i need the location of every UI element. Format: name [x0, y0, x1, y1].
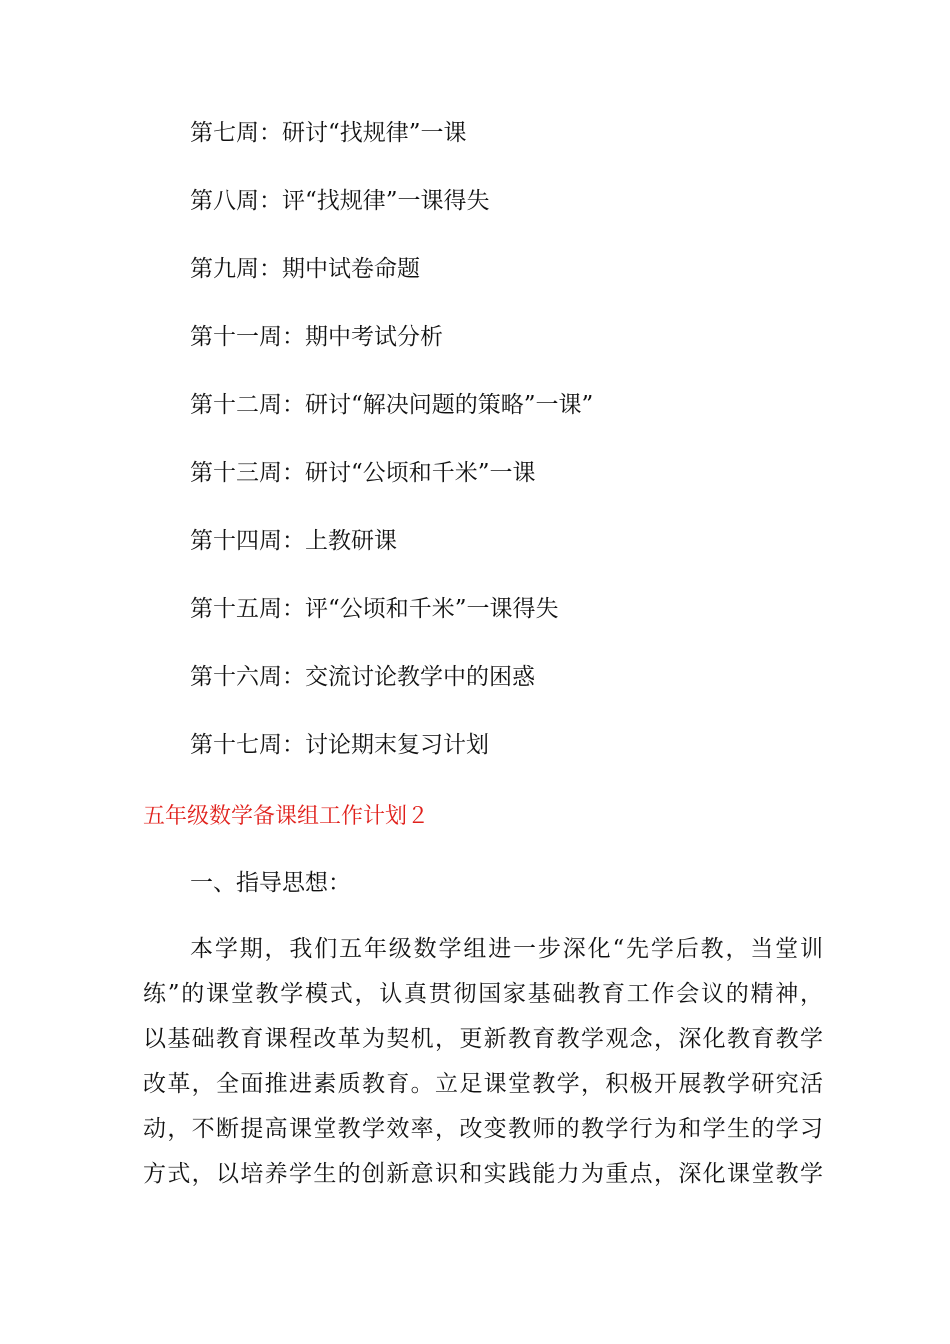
schedule-item-week-16: 第十六周：交流讨论教学中的困惑 [190, 664, 535, 690]
schedule-item-week-15: 第十五周：评“公顷和千米”一课得失 [190, 596, 559, 622]
schedule-item-week-9: 第九周：期中试卷命题 [190, 256, 420, 282]
body-paragraph [143, 933, 823, 1203]
schedule-item-week-11: 第十一周：期中考试分析 [190, 324, 443, 350]
paragraph-line: 方式，以培养学生的创新意识和实践能力为重点，深化课堂教学 [143, 1161, 823, 1187]
paragraph-line: 动，不断提高课堂教学效率，改变教师的教学行为和学生的学习 [143, 1116, 823, 1142]
paragraph-line: 以基础教育课程改革为契机，更新教育教学观念，深化教育教学 [143, 1026, 823, 1052]
weekly-schedule-list [190, 117, 890, 797]
paragraph-line: 本学期，我们五年级数学组进一步深化“先学后教，当堂训 [190, 936, 823, 962]
schedule-item-week-7: 第七周：研讨“找规律”一课 [190, 120, 467, 146]
paragraph-line: 改革，全面推进素质教育。立足课堂教学，积极开展教学研究活 [143, 1071, 823, 1097]
schedule-item-week-8: 第八周：评“找规律”一课得失 [190, 188, 490, 214]
paragraph-line: 练”的课堂教学模式，认真贯彻国家基础教育工作会议的精神， [143, 981, 823, 1007]
schedule-item-week-12: 第十二周：研讨“解决问题的策略”一课” [190, 392, 594, 418]
schedule-item-week-17: 第十七周：讨论期末复习计划 [190, 732, 489, 758]
schedule-item-week-13: 第十三周：研讨“公顷和千米”一课 [190, 460, 536, 486]
section-title-guiding-ideology: 一、指导思想： [190, 870, 351, 896]
document-heading: 五年级数学备课组工作计划２ [143, 804, 430, 829]
schedule-item-week-14: 第十四周：上教研课 [190, 528, 397, 554]
